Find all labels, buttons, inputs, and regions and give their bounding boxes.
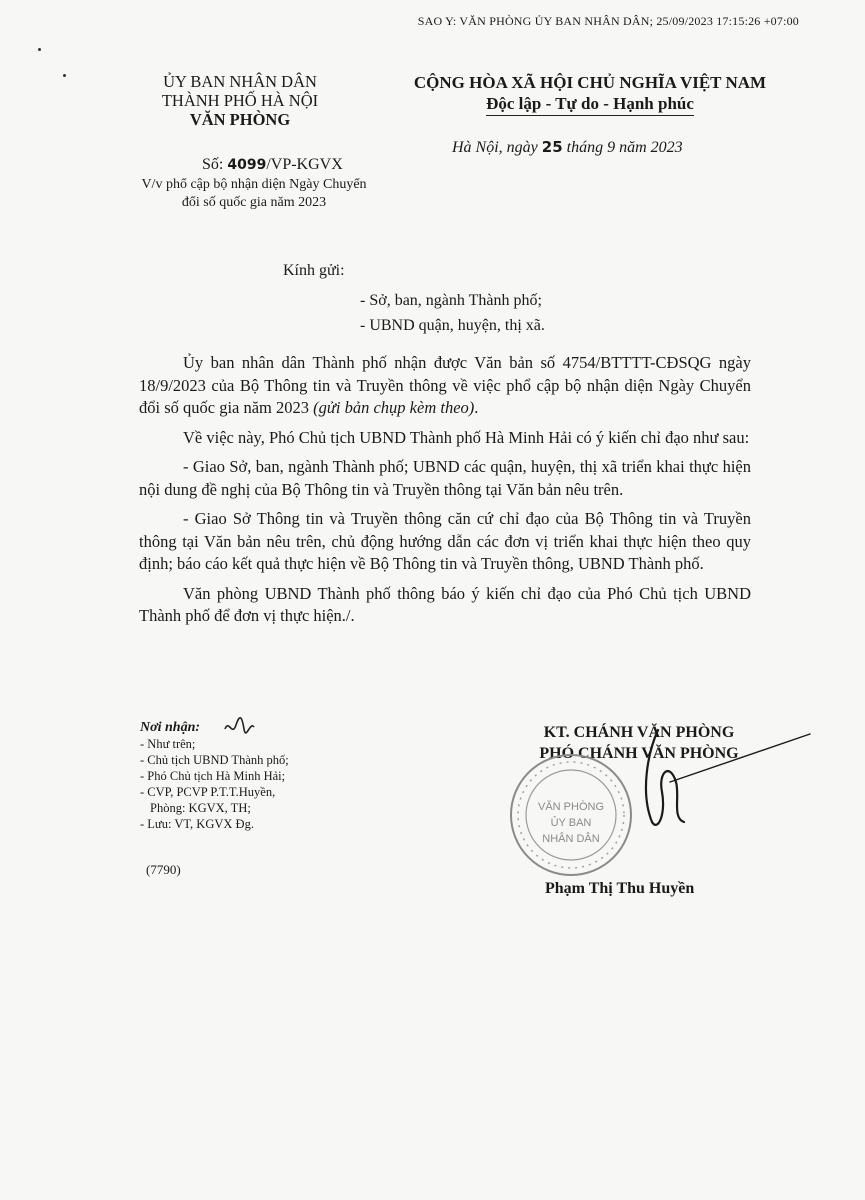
distribution-list [140, 720, 289, 832]
signature-title-line-2: PHÓ CHÁNH VĂN PHÒNG [539, 745, 739, 762]
national-motto: Độc lập - Tự do - Hạnh phúc [486, 93, 694, 116]
handwritten-signature [600, 722, 820, 842]
copy-stamp-header: SAO Y: VĂN PHÒNG ỦY BAN NHÂN DÂN; 25/09/2023 17:15:26 +07:00 [417, 14, 799, 28]
body-paragraph-5: Văn phòng UBND Thành phố thông báo ý kiến chỉ đạo của Phó Chủ tịch UBND Thành phố để đơn vị thực hiện./. [139, 583, 751, 625]
agency-line-1: ỦY BAN NHÂN DÂN [163, 72, 317, 91]
seal-line-1: VĂN PHÒNG [537, 801, 605, 813]
seal-line-3: NHÂN DÂN [542, 833, 600, 845]
subject-line: V/v phổ cập bộ nhận diện Ngày Chuyển đổi số quốc gia năm 2023 [141, 177, 367, 210]
internal-code: (7790) [146, 862, 181, 877]
initial-mark-icon [222, 715, 256, 739]
body-paragraph-3: - Giao Sở, ban, ngành Thành phố; UBND các quận, huyện, thị xã triển khai thực hiện nội dung đề nghị của Bộ Thông tin và Truyền thông tại Văn bản nêu trên. [139, 457, 751, 499]
body-p1-attachment-note: (gửi bản chụp kèm theo) [313, 398, 475, 417]
national-motto-header [400, 72, 780, 116]
handwritten-doc-number: 4099 [227, 157, 267, 173]
scan-speck [63, 74, 66, 77]
distribution-item: Phòng: KGVX, TH; [150, 801, 251, 815]
recipient-item: - Sở, ban, ngành Thành phố; [360, 292, 542, 309]
body-paragraph-1 [139, 352, 751, 420]
scan-speck [38, 48, 41, 51]
distribution-title: Nơi nhận: [140, 720, 201, 735]
agency-line-2: THÀNH PHỐ HÀ NỘI [161, 91, 319, 110]
body-p1-main: Ủy ban nhân dân Thành phố nhận được Văn bản số 4754/BTTTT-CĐSQG ngày 18/9/2023 của Bộ Thông tin và Truyền thông về việc phổ cập bộ nhận diện Ngày Chuyển đổi số quốc gia năm 2023 [139, 353, 751, 417]
doc-number-suffix: /VP-KGVX [266, 156, 343, 173]
place-date-prefix: Hà Nội, ngày [452, 139, 538, 156]
distribution-item: - Như trên; [140, 737, 196, 751]
signature-title-line-1: KT. CHÁNH VĂN PHÒNG [543, 724, 735, 741]
distribution-item: - Chủ tịch UBND Thành phố; [140, 753, 289, 767]
distribution-item: - Lưu: VT, KGVX Đg. [140, 817, 254, 831]
body-paragraph-2: Về việc này, Phó Chủ tịch UBND Thành phố Hà Minh Hải có ý kiến chỉ đạo như sau: [183, 427, 750, 447]
document-number [202, 156, 343, 174]
seal-line-2: ỦY BAN [550, 817, 592, 829]
signer-name: Phạm Thị Thu Huyền [545, 880, 695, 897]
recipient-item: - UBND quận, huyện, thị xã. [360, 317, 545, 334]
letter-body [139, 352, 751, 635]
issuing-agency-header [130, 72, 350, 129]
recipient-list [360, 288, 545, 338]
doc-number-prefix: Số: [202, 156, 224, 173]
national-title: CỘNG HÒA XÃ HỘI CHỦ NGHĨA VIỆT NAM [413, 73, 767, 92]
place-date-suffix: tháng 9 năm 2023 [566, 139, 683, 156]
agency-line-3: VĂN PHÒNG [189, 110, 291, 129]
salutation: Kính gửi: [283, 262, 345, 279]
distribution-item: - Phó Chủ tịch Hà Minh Hải; [140, 769, 286, 783]
distribution-item: - CVP, PCVP P.T.T.Huyền, [140, 785, 276, 799]
body-paragraph-4: - Giao Sở Thông tin và Truyền thông căn cứ chỉ đạo của Bộ Thông tin và Truyền thông tại Văn bản nêu trên, chủ động hướng dẫn các đơn vị triển khai thực hiện theo quy định; báo cáo kết quả thực hiện về Bộ Thông tin và Truyền thông, UBND Thành phố. [139, 509, 751, 573]
place-date [452, 138, 683, 157]
handwritten-day: 25 [541, 138, 563, 156]
body-p1-end: . [474, 398, 479, 417]
